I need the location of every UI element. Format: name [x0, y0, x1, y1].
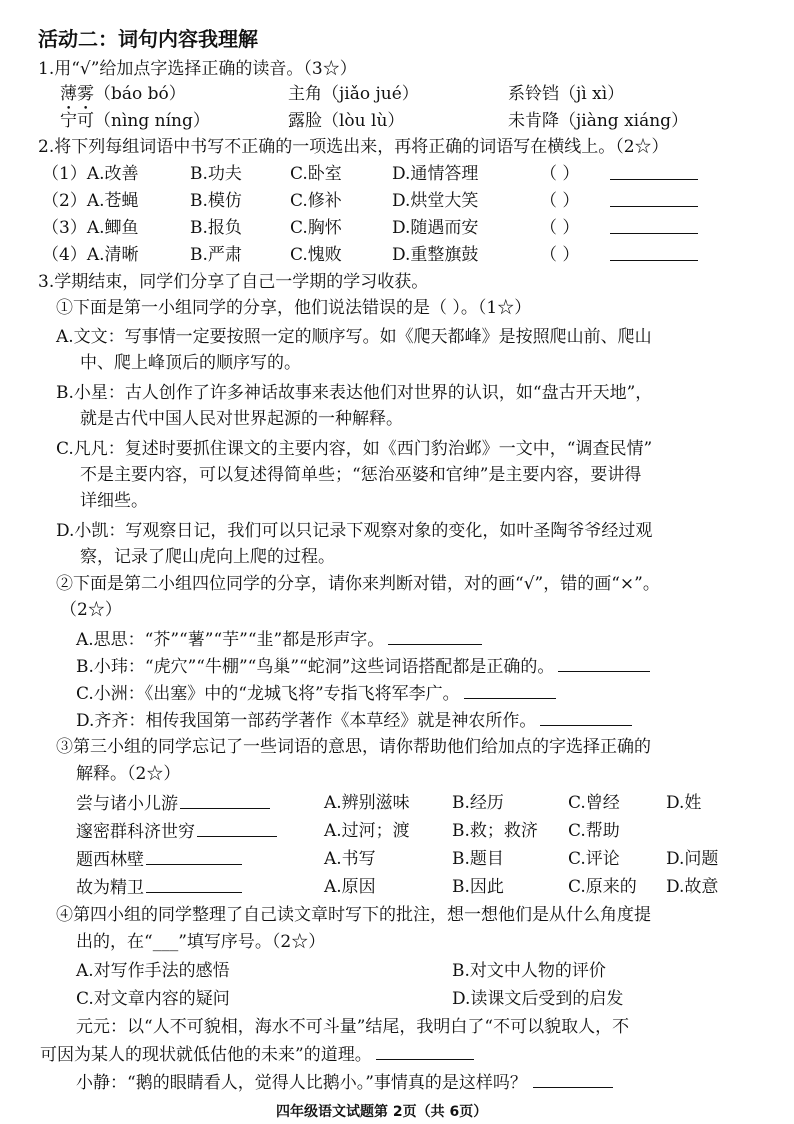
q3-s2-item-d: D.齐齐：相传我国第一部药学著作《本草经》就是神农所作。 [76, 709, 632, 732]
q2-opt: D.随遇而安 [392, 218, 479, 238]
q3-s4-opt-b: B.对文中人物的评价 [452, 961, 606, 981]
answer-line[interactable] [376, 1043, 474, 1060]
q3-s1-option-a-cont: 中、爬上峰顶后的顺序写的。 [80, 353, 301, 373]
q3-s4-opt-a: A.对写作手法的感悟 [76, 961, 230, 981]
q3-s1-option-d: D.小凯：写观察日记，我们可以只记录下观察对象的变化，如叶圣陶爷爷经过观 [56, 521, 653, 541]
q2-opt: C.卧室 [290, 164, 342, 184]
q3-s4-stem-cont: 出的，在“___”填写序号。（2☆） [76, 932, 326, 952]
q3-s3-stem-cont: 解释。（2☆） [76, 764, 181, 784]
q3-s4-opt-d: D.读课文后受到的启发 [452, 989, 624, 1009]
q2-opt: B.功夫 [190, 164, 242, 184]
q2-opt: D.烘堂大笑 [392, 191, 479, 211]
q3-s3-opt: B.题目 [452, 849, 504, 869]
q1-item: 宁可（nìng níng） [60, 111, 210, 131]
q1-item: 系铃铛（jì xì） [508, 84, 625, 104]
q1-item: 未肯降（jiàng xiáng） [508, 111, 689, 131]
q1-item: 薄雾（báo bó） [60, 84, 186, 104]
q3-s3-opt: A.辨别滋味 [324, 793, 410, 813]
answer-line[interactable] [146, 876, 242, 893]
q2-answer-paren[interactable]: （ ） [540, 191, 580, 211]
q3-s3-stem: ③第三小组的同学忘记了一些词语的意思，请你帮助他们给加点的字选择正确的 [56, 737, 651, 757]
q3-s3-opt: D.故意 [666, 877, 719, 897]
q2-stem: 2.将下列每组词语中书写不正确的一项选出来，再将正确的词语写在横线上。（2☆） [38, 137, 669, 157]
q3-s3-opt: C.评论 [568, 849, 620, 869]
q2-opt: B.模仿 [190, 191, 242, 211]
q3-stem: 3.学期结束，同学们分享了自己一学期的学习收获。 [38, 272, 429, 292]
q2-answer-line[interactable] [610, 244, 698, 267]
q3-s1-option-d-cont: 察，记录了爬山虎向上爬的过程。 [80, 547, 335, 567]
answer-line[interactable] [540, 709, 632, 726]
q3-s3-opt: C.原来的 [568, 877, 637, 897]
q3-s3-opt: B.因此 [452, 877, 504, 897]
q3-s1-option-c-cont: 详细些。 [80, 491, 148, 511]
answer-line[interactable] [180, 792, 270, 809]
q2-opt: B.报负 [190, 218, 242, 238]
q3-s3-phrase: 邃密群科济世穷 [76, 820, 277, 843]
answer-line[interactable] [388, 628, 482, 645]
page-footer: 四年级语文试题第 2页（共 6页） [276, 1104, 488, 1120]
q2-answer-line[interactable] [610, 217, 698, 240]
q3-s3-opt: A.书写 [324, 849, 376, 869]
q2-opt: C.胸怀 [290, 218, 342, 238]
q3-s2-item-c: C.小洲：《出塞》中的“龙城飞将”专指飞将军李广。 [76, 682, 556, 705]
q1-stem: 1.用“√”给加点字选择正确的读音。（3☆） [38, 59, 357, 79]
q3-s4-yuan-cont: 可因为某人的现状就低估他的未来”的道理。 [40, 1043, 474, 1066]
q3-s1-option-c-cont: 不是主要内容，可以复述得简单些；“惩治巫婆和官绅”是主要内容，要讲得 [80, 465, 642, 485]
answer-line[interactable] [533, 1071, 613, 1088]
q3-s4-yuan: 元元：以“人不可貌相，海水不可斗量”结尾，我明白了“不可以貌取人，不 [76, 1017, 630, 1037]
q3-s3-opt: C.帮助 [568, 821, 620, 841]
q2-answer-line[interactable] [610, 163, 698, 186]
q3-s3-opt: D.问题 [666, 849, 719, 869]
q3-s3-phrase: 尝与诸小儿游 [76, 792, 270, 815]
q3-s3-opt: D.姓 [666, 793, 702, 813]
q2-row-2: （2）A.苍蝇 [42, 191, 139, 211]
q2-row-4: （4）A.清晰 [42, 245, 139, 265]
q3-s1-stem: ①下面是第一小组同学的分享，他们说法错误的是（ ）。（1☆） [56, 298, 532, 318]
answer-line[interactable] [558, 655, 650, 672]
q2-answer-paren[interactable]: （ ） [540, 245, 580, 265]
q3-s4-opt-c: C.对文章内容的疑问 [76, 989, 230, 1009]
q2-opt: C.修补 [290, 191, 342, 211]
q2-answer-paren[interactable]: （ ） [540, 218, 580, 238]
answer-line[interactable] [146, 848, 242, 865]
q3-s3-opt: A.原因 [324, 877, 376, 897]
q3-s1-option-b: B.小星：古人创作了许多神话故事来表达他们对世界的认识，如“盘古开天地”， [56, 383, 653, 403]
q3-s3-phrase: 故为精卫 [76, 876, 242, 899]
q3-s1-option-c: C.凡凡：复述时要抓住课文的主要内容，如《西门豹治邺》一文中，“调查民情” [56, 439, 653, 459]
q2-answer-line[interactable] [610, 190, 698, 213]
q2-opt: B.严肃 [190, 245, 242, 265]
q3-s3-opt: A.过河；渡 [324, 821, 410, 841]
q3-s3-opt: B.经历 [452, 793, 504, 813]
q2-answer-paren[interactable]: （ ） [540, 164, 580, 184]
q3-s4-jing: 小静：“鹅的眼睛看人，觉得人比鹅小。”事情真的是这样吗？ [76, 1071, 613, 1094]
q3-s1-option-b-cont: 就是古代中国人民对世界起源的一种解释。 [80, 409, 403, 429]
answer-line[interactable] [197, 820, 277, 837]
q3-s3-opt: C.曾经 [568, 793, 620, 813]
q3-s2-item-b: B.小玮：“虎穴”“牛棚”“鸟巢”“蛇洞”这些词语搭配都是正确的。 [76, 655, 650, 678]
q3-s3-opt: B.救；救济 [452, 821, 538, 841]
q3-s4-stem: ④第四小组的同学整理了自己读文章时写下的批注，想一想他们是从什么角度提 [56, 905, 651, 925]
q1-item: 露脸（lòu lù） [288, 111, 405, 131]
q3-s1-option-a: A.文文：写事情一定要按照一定的顺序写。如《爬天都峰》是按照爬山前、爬山 [56, 327, 652, 347]
q2-opt: D.通情答理 [392, 164, 479, 184]
answer-line[interactable] [464, 682, 556, 699]
q3-s3-phrase: 题西林壁 [76, 848, 242, 871]
q3-s2-stem-cont: （2☆） [60, 600, 122, 620]
q3-s2-item-a: A.思思：“芥”“薯”“芋”“韭”都是形声字。 [76, 628, 482, 651]
q2-opt: C.愧败 [290, 245, 342, 265]
q2-opt: D.重整旗鼓 [392, 245, 479, 265]
section-title: 活动二：词句内容我理解 [38, 27, 258, 51]
q1-item: 主角（jiǎo jué） [288, 84, 419, 104]
q2-row-1: （1）A.改善 [42, 164, 139, 184]
q2-row-3: （3）A.鲫鱼 [42, 218, 139, 238]
q3-s2-stem: ②下面是第二小组四位同学的分享，请你来判断对错，对的画“√”，错的画“×”。 [56, 574, 660, 594]
